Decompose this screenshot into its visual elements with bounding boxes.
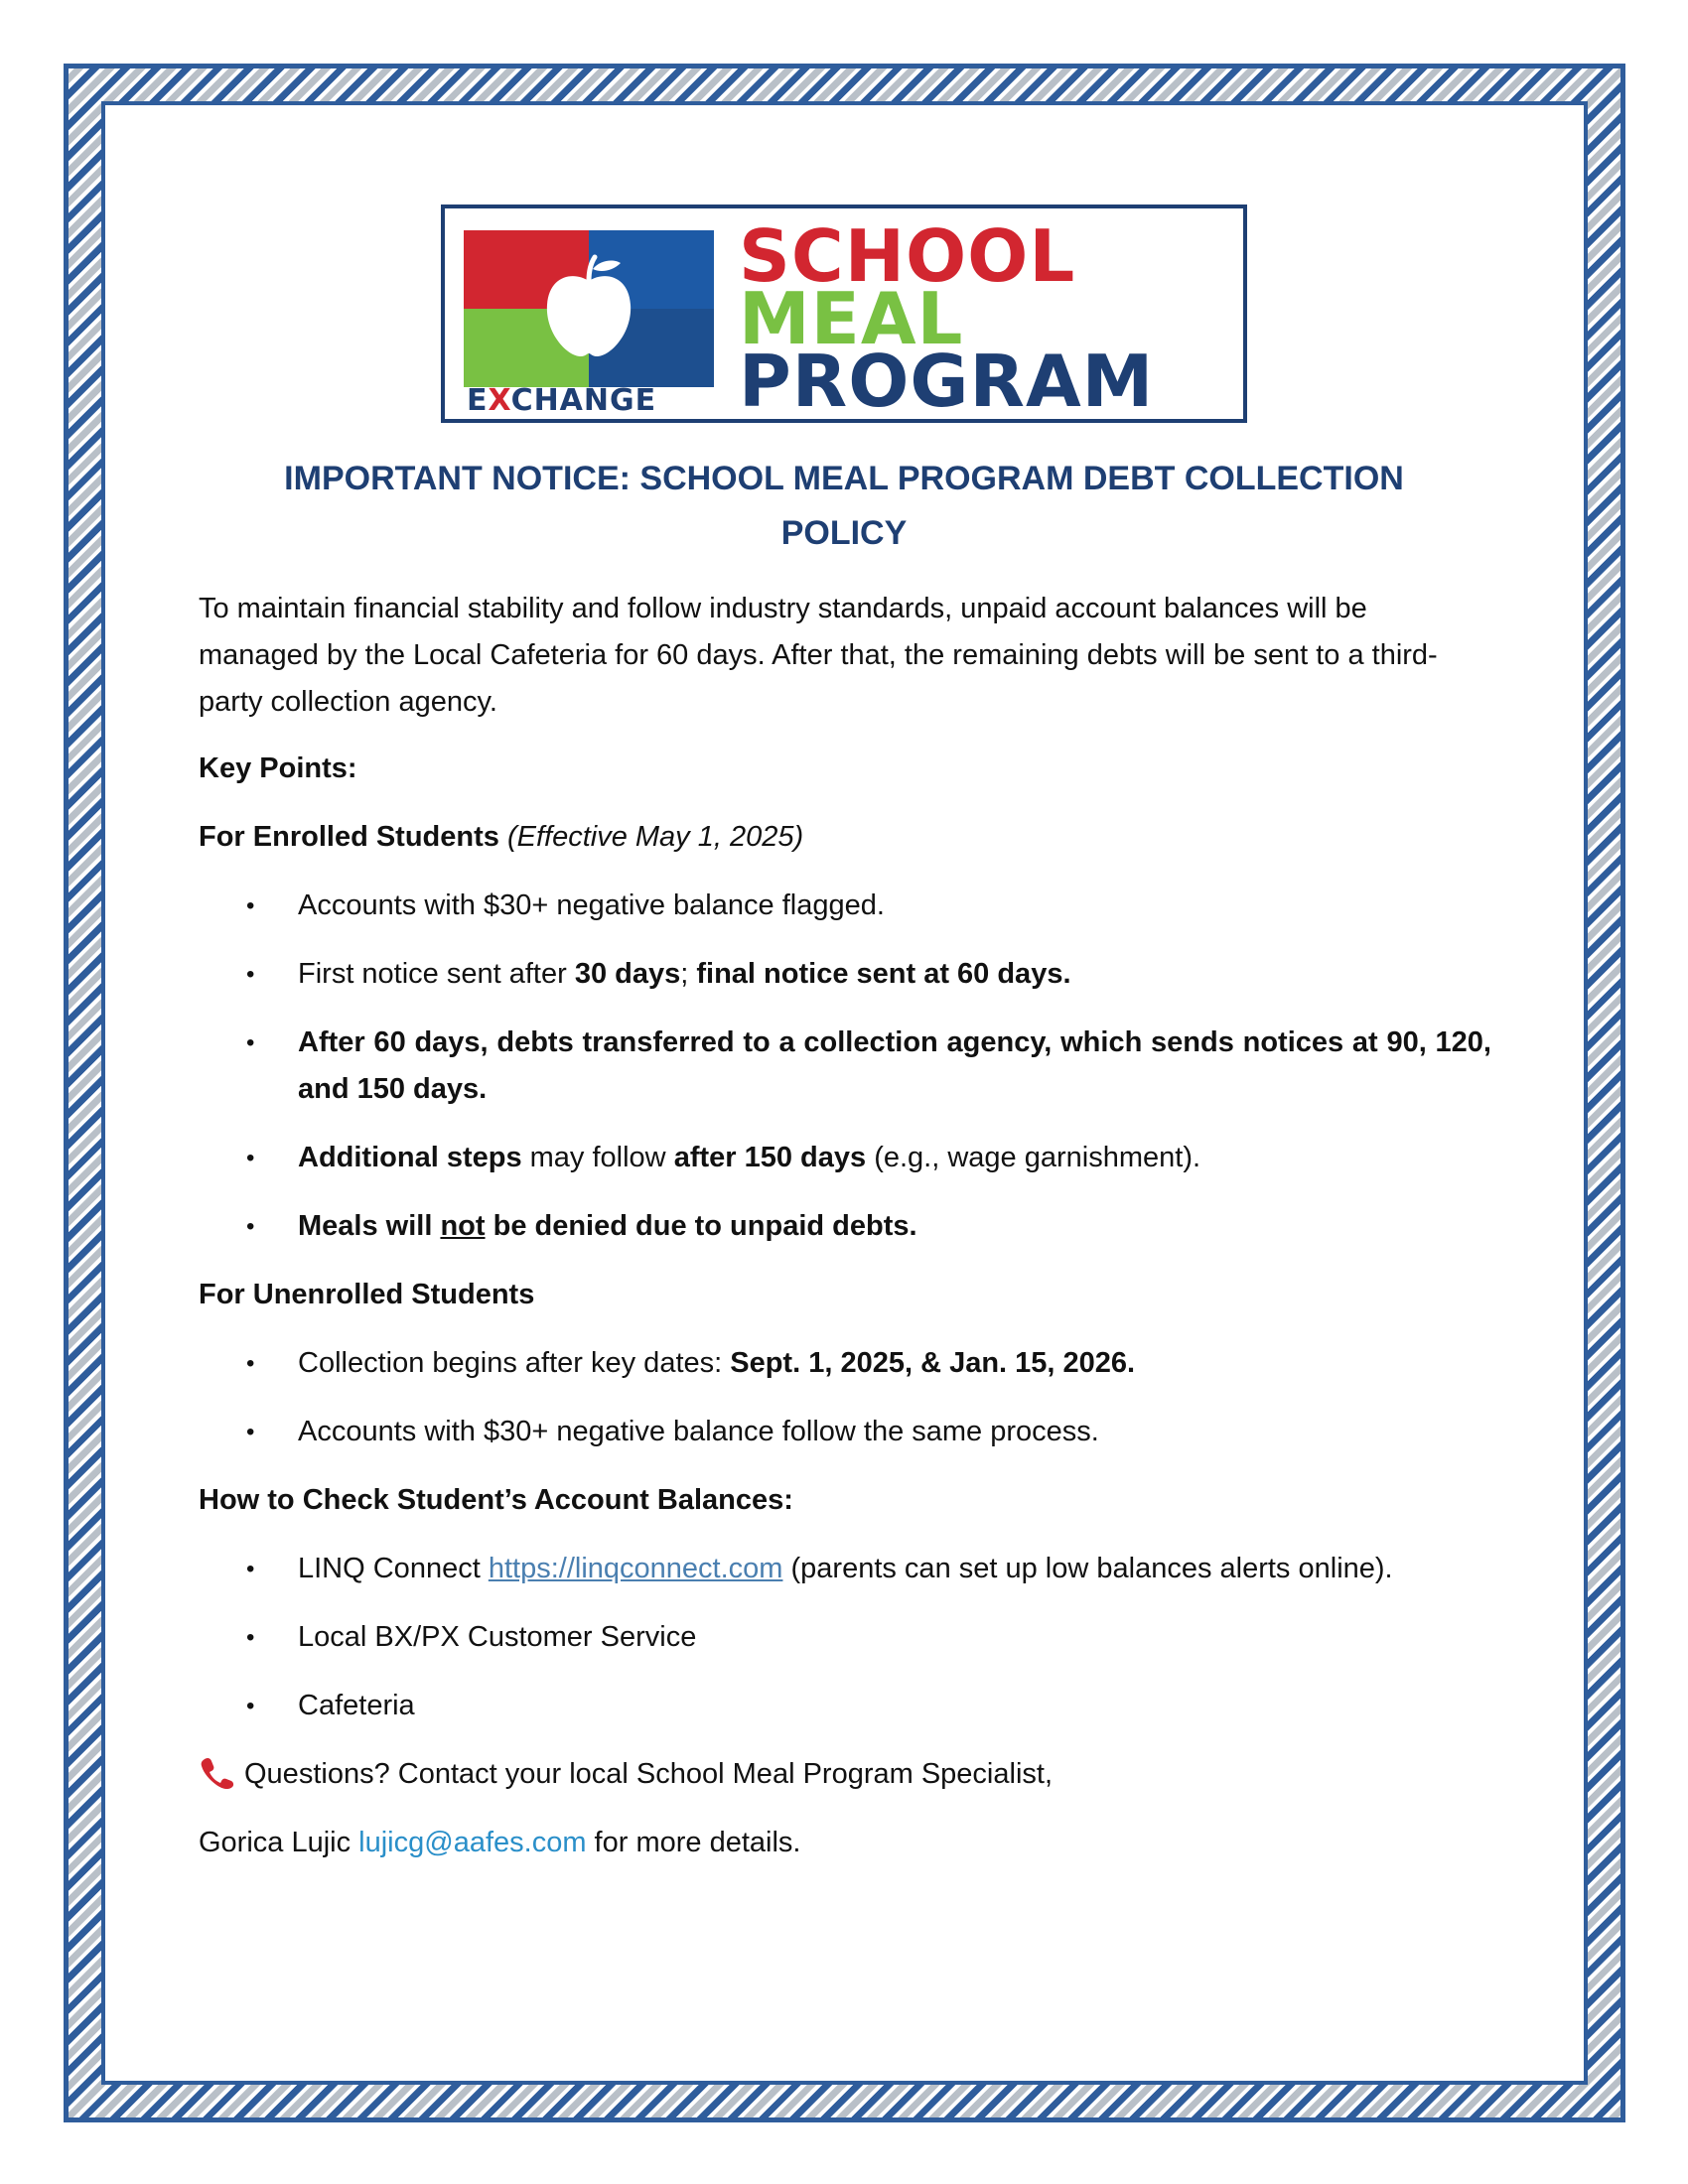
check-balance-list xyxy=(199,1546,1491,1729)
school-meal-program-logo xyxy=(441,205,1247,423)
list-item: • Local BX/PX Customer Service xyxy=(199,1614,1491,1661)
exchange-wordmark: EXCHANGE xyxy=(467,383,657,418)
email-link[interactable]: lujicg@aafes.com xyxy=(358,1827,587,1858)
contact-details: Gorica Lujic lujicg@aafes.com for more details. xyxy=(199,1827,801,1858)
list-item: • Additional steps may follow after 150 days (e.g., wage garnishment). xyxy=(199,1135,1491,1181)
logo-title-meal: MEAL xyxy=(739,277,964,360)
apple-icon xyxy=(539,253,638,362)
check-balance-heading: How to Check Student’s Account Balances: xyxy=(199,1484,793,1516)
contact-line: Questions? Contact your local School Meal Program Specialist, xyxy=(199,1751,1491,1798)
list-item: • Collection begins after key dates: Sept. 1, 2025, & Jan. 15, 2026. xyxy=(199,1340,1491,1387)
page-title xyxy=(199,452,1489,561)
title-line-2: POLICY xyxy=(780,514,908,552)
enrolled-heading: For Enrolled Students (Effective May 1, 2025) xyxy=(199,821,804,853)
key-points-heading: Key Points: xyxy=(199,752,357,784)
title-line-1: IMPORTANT NOTICE: SCHOOL MEAL PROGRAM DEBT COLLECTION xyxy=(284,460,1404,497)
list-item: • After 60 days, debts transferred to a collection agency, which sends notices at 90, 120, and 150 days. xyxy=(199,1020,1491,1113)
list-item: • Cafeteria xyxy=(199,1683,1491,1729)
phone-icon xyxy=(199,1755,234,1789)
unenrolled-list xyxy=(199,1340,1491,1455)
logo-title-program: PROGRAM xyxy=(739,340,1155,423)
notice-body xyxy=(199,586,1491,1888)
enrolled-list xyxy=(199,883,1491,1250)
unenrolled-heading: For Unenrolled Students xyxy=(199,1279,535,1310)
logo-title-school: SCHOOL xyxy=(739,214,1076,298)
intro-paragraph: To maintain financial stability and follow industry standards, unpaid account balances will be managed by the Local Cafeteria for 60 days. After that, the remaining debts will be sent to a third-party collection agency. xyxy=(199,593,1438,718)
list-item: • First notice sent after 30 days; final notice sent at 60 days. xyxy=(199,951,1491,998)
list-item: • Accounts with $30+ negative balance follow the same process. xyxy=(199,1409,1491,1455)
list-item: • Accounts with $30+ negative balance flagged. xyxy=(199,883,1491,929)
list-item: • LINQ Connect https://linqconnect.com (parents can set up low balances alerts online). xyxy=(199,1546,1491,1592)
effective-date: (Effective May 1, 2025) xyxy=(506,821,804,853)
linq-connect-link[interactable]: https://linqconnect.com xyxy=(488,1553,783,1584)
list-item: • Meals will not be denied due to unpaid debts. xyxy=(199,1203,1491,1250)
